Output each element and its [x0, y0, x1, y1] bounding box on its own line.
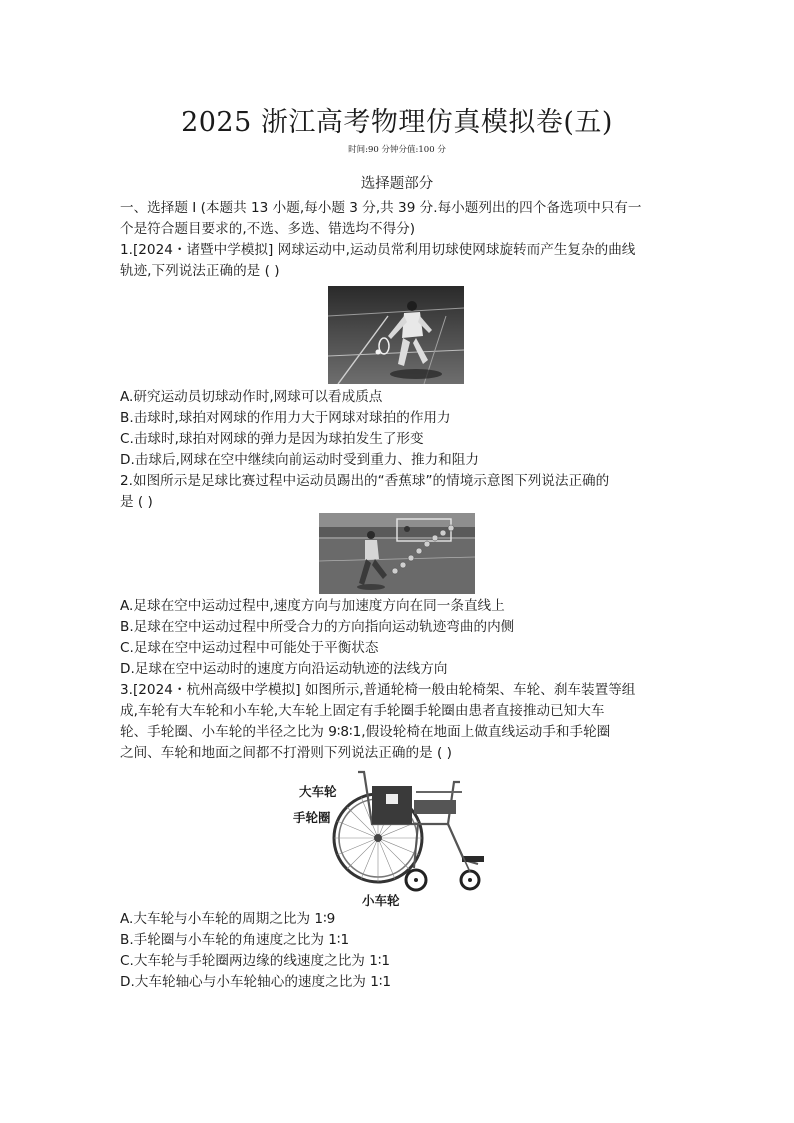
- q1-stem-line-1: 1.[2024・诸暨中学模拟] 网球运动中,运动员常利用切球使网球旋转而产生复杂的曲线: [120, 242, 636, 258]
- q2-option-c: C.足球在空中运动过程中可能处于平衡状态: [120, 640, 379, 656]
- q2-option-b: B.足球在空中运动过程中所受合力的方向指向运动轨迹弯曲的内侧: [120, 619, 515, 635]
- label-small-wheel: 小车轮: [362, 893, 400, 908]
- q2-stem-line-2: 是 ( ): [120, 494, 153, 510]
- q1-option-b: B.击球时,球拍对网球的作用力大于网球对球拍的作用力: [120, 410, 451, 426]
- label-big-wheel: 大车轮: [299, 784, 337, 799]
- label-hand-rim: 手轮圈: [293, 810, 331, 825]
- exam-time-score: 时间:90 分钟分值:100 分: [348, 145, 446, 155]
- q3-stem-line-4: 之间、车轮和地面之间都不打滑则下列说法正确的是 ( ): [120, 745, 452, 761]
- q2-stem-line-1: 2.如图所示是足球比赛过程中运动员踢出的“香蕉球”的情境示意图下列说法正确的: [120, 473, 610, 489]
- wheelchair-figure: [328, 764, 504, 896]
- q1-stem-line-2: 轨迹,下列说法正确的是 ( ): [120, 263, 280, 279]
- q2-option-d: D.足球在空中运动时的速度方向沿运动轨迹的法线方向: [120, 661, 448, 677]
- q1-option-a: A.研究运动员切球动作时,网球可以看成质点: [120, 389, 383, 405]
- instructions-line-2: 个是符合题目要求的,不选、多选、错选均不得分): [120, 221, 416, 237]
- q3-stem-line-2: 成,车轮有大车轮和小车轮,大车轮上固定有手轮圈手轮圈由患者直接推动已知大车: [120, 703, 605, 719]
- q1-option-d: D.击球后,网球在空中继续向前运动时受到重力、推力和阻力: [120, 452, 479, 468]
- q3-option-c: C.大车轮与手轮圈两边缘的线速度之比为 1∶1: [120, 953, 391, 969]
- q1-option-c: C.击球时,球拍对网球的弹力是因为球拍发生了形变: [120, 431, 424, 447]
- section-heading: 选择题部分: [360, 176, 434, 192]
- q3-option-b: B.手轮圈与小车轮的角速度之比为 1∶1: [120, 932, 350, 948]
- page-title: 2025 浙江高考物理仿真模拟卷(五): [181, 107, 613, 138]
- instructions-line-1: 一、选择题 Ⅰ (本题共 13 小题,每小题 3 分,共 39 分.每小题列出的四个备选项中只有一: [120, 200, 642, 216]
- q3-option-a: A.大车轮与小车轮的周期之比为 1∶9: [120, 911, 336, 927]
- tennis-photo: [328, 286, 464, 384]
- q3-option-d: D.大车轮轴心与小车轮轴心的速度之比为 1∶1: [120, 974, 392, 990]
- q3-stem-line-1: 3.[2024・杭州高级中学模拟] 如图所示,普通轮椅一般由轮椅架、车轮、刹车装置等组: [120, 682, 636, 698]
- q3-stem-line-3: 轮、手轮圈、小车轮的半径之比为 9∶8∶1,假设轮椅在地面上做直线运动手和手轮圈: [120, 724, 611, 740]
- q2-option-a: A.足球在空中运动过程中,速度方向与加速度方向在同一条直线上: [120, 598, 505, 614]
- soccer-photo: [319, 513, 475, 594]
